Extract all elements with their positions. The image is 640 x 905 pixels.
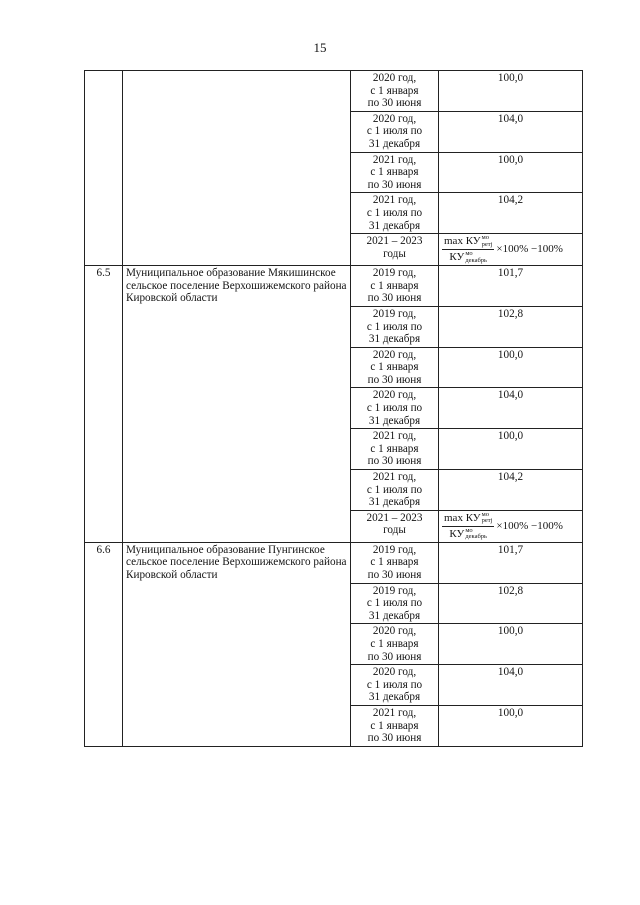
period-line: 31 декабря [368, 137, 421, 150]
formula-numerator-text: max КУ [444, 511, 481, 524]
formula-numerator [442, 512, 494, 527]
formula-denominator [447, 527, 489, 541]
formula-cell [439, 510, 583, 542]
period-cell [351, 429, 439, 470]
period-line: 2019 год, [372, 584, 417, 597]
period-cell [351, 624, 439, 665]
formula-tail: ×100% −100% [496, 520, 563, 533]
period-line: по 30 июня [367, 292, 422, 305]
section-number: 6.5 [85, 266, 123, 543]
value-cell: 100,0 [439, 71, 583, 112]
formula-fraction [442, 512, 494, 541]
period-line: по 30 июня [367, 732, 422, 745]
period-line: с 1 июля по [366, 125, 423, 138]
period-cell [351, 583, 439, 624]
period-cell [351, 665, 439, 706]
value-cell: 100,0 [439, 624, 583, 665]
period-line: 2021 год, [372, 153, 417, 166]
formula-numerator-sub: ретj [481, 240, 493, 248]
period-line: с 1 июля по [366, 597, 423, 610]
period-line: 2020 год, [372, 348, 417, 361]
period-cell [351, 234, 439, 266]
formula [442, 235, 563, 264]
period-line: 2019 год, [372, 267, 417, 280]
formula-numerator-sup: мо [481, 234, 489, 242]
formula-denominator-text: КУ [449, 527, 465, 540]
period-cell [351, 470, 439, 511]
value-cell: 100,0 [439, 347, 583, 388]
formula-denominator-indices [465, 528, 487, 541]
section-name: Муниципальное образование Пунгинское сельское поселение Верхошижемского района Кировской области [123, 542, 351, 746]
period-line: по 30 июня [367, 178, 422, 191]
value-cell: 104,2 [439, 470, 583, 511]
period-line: 2021 – 2023 [366, 235, 423, 248]
formula-denominator-sup: мо [465, 250, 473, 258]
period-line: 31 декабря [368, 691, 421, 704]
formula-numerator-indices [482, 512, 493, 525]
formula-denominator-sub: декабрь [465, 533, 487, 541]
period-line: 2021 год, [372, 194, 417, 207]
period-line: по 30 июня [367, 97, 422, 110]
period-line: с 1 января [370, 556, 419, 569]
section-name [123, 71, 351, 266]
page-number: 15 [313, 40, 327, 55]
period-line: 31 декабря [368, 496, 421, 509]
period-line: с 1 июля по [366, 402, 423, 415]
formula [442, 512, 563, 541]
period-line: 2021 год, [372, 706, 417, 719]
period-line: по 30 июня [367, 650, 422, 663]
period-cell [351, 71, 439, 112]
period-cell [351, 306, 439, 347]
period-line: 2020 год, [372, 389, 417, 402]
period-cell [351, 266, 439, 307]
period-line: 2021 год, [372, 430, 417, 443]
tariff-table [84, 70, 583, 747]
section-name: Муниципальное образование Мякишинское сельское поселение Верхошижемского района Кировской области [123, 266, 351, 543]
period-line: с 1 января [370, 719, 419, 732]
formula-numerator-sup: мо [481, 510, 489, 518]
formula-fraction [442, 235, 494, 264]
period-line: годы [383, 524, 406, 537]
period-line: 2020 год, [372, 72, 417, 84]
value-cell: 100,0 [439, 152, 583, 193]
value-cell: 102,8 [439, 583, 583, 624]
period-line: 31 декабря [368, 609, 421, 622]
period-line: 31 декабря [368, 219, 421, 232]
period-line: 2020 год, [372, 625, 417, 638]
period-line: с 1 января [370, 361, 419, 374]
period-line: с 1 июля по [366, 320, 423, 333]
period-line: по 30 июня [367, 569, 422, 581]
period-line: с 1 июля по [366, 678, 423, 691]
period-cell [351, 510, 439, 542]
period-cell [351, 193, 439, 234]
period-line: 2019 год, [372, 543, 417, 556]
period-line: с 1 января [370, 442, 419, 455]
period-line: с 1 июля по [366, 483, 423, 496]
formula-denominator-sub: декабрь [465, 256, 487, 264]
period-line: 31 декабря [368, 333, 421, 346]
value-cell: 104,0 [439, 388, 583, 429]
period-line: с 1 января [370, 84, 419, 97]
value-cell: 100,0 [439, 705, 583, 746]
section-number: 6.6 [85, 542, 123, 746]
period-cell [351, 152, 439, 193]
section-number [85, 71, 123, 266]
period-cell [351, 388, 439, 429]
formula-denominator-sup: мо [465, 526, 473, 534]
period-cell [351, 705, 439, 746]
period-line: с 1 июля по [366, 206, 423, 219]
period-line: с 1 января [370, 279, 419, 292]
table-row [85, 542, 583, 583]
period-line: с 1 января [370, 166, 419, 179]
period-cell [351, 111, 439, 152]
value-cell: 102,8 [439, 306, 583, 347]
formula-cell [439, 234, 583, 266]
period-line: годы [383, 247, 406, 260]
table-row [85, 266, 583, 307]
value-cell: 104,0 [439, 665, 583, 706]
period-cell [351, 347, 439, 388]
period-line: с 1 января [370, 637, 419, 650]
formula-numerator-sub: ретj [481, 517, 493, 525]
period-line: 31 декабря [368, 414, 421, 427]
table-row [85, 71, 583, 112]
value-cell: 101,7 [439, 266, 583, 307]
formula-tail: ×100% −100% [496, 243, 563, 256]
value-cell: 104,2 [439, 193, 583, 234]
period-line: 2020 год, [372, 112, 417, 125]
value-cell: 104,0 [439, 111, 583, 152]
value-cell: 101,7 [439, 542, 583, 583]
formula-numerator [442, 235, 494, 250]
period-cell [351, 542, 439, 583]
formula-numerator-text: max КУ [444, 235, 481, 248]
formula-numerator-indices [482, 235, 493, 248]
formula-denominator-indices [465, 251, 487, 264]
period-line: 2021 год, [372, 471, 417, 484]
period-line: 2020 год, [372, 666, 417, 679]
formula-denominator-text: КУ [449, 251, 465, 264]
period-line: 2019 год, [372, 307, 417, 320]
value-cell: 100,0 [439, 429, 583, 470]
period-line: по 30 июня [367, 373, 422, 386]
period-line: 2021 – 2023 [366, 511, 423, 524]
period-line: по 30 июня [367, 455, 422, 468]
formula-denominator [447, 250, 489, 264]
